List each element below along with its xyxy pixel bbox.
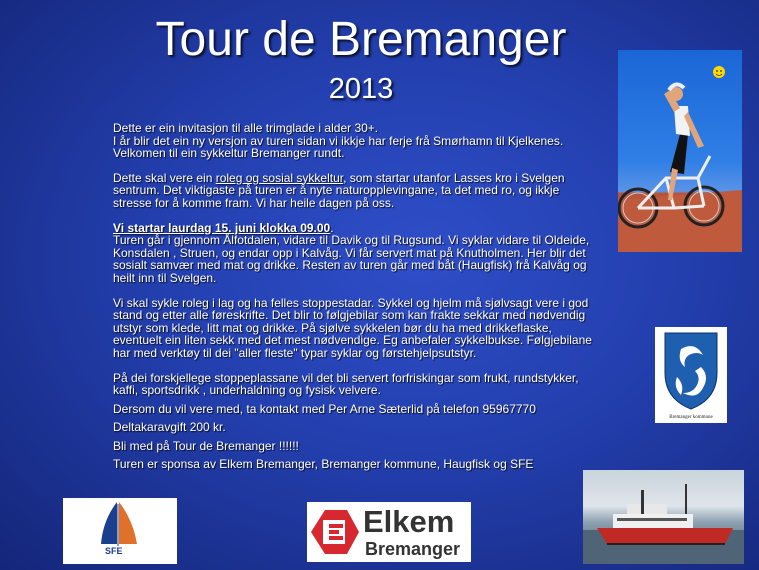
fee-line: Deltakaravgift 200 kr. [113,420,226,435]
route-line: heilt inn til Svelgen. [113,270,217,285]
intro-line: Velkomen til ein sykkeltur Bremanger rundt. [113,146,345,161]
ferry-illustration [583,470,744,564]
cyclist-photo [618,50,742,252]
route-line: Turen går i gjennom Ålfotdalen, vidare til Davik og til Rugsund. Vi syklar vidare til Oldeide, [113,233,590,248]
info-line: eventuelt ein liten sekk med det mest nødvendige. Eg anbefaler sykkelbukse. Følgjebilane [113,333,592,348]
sfe-logo [63,498,177,564]
elkem-subtitle: Bremanger [365,539,461,559]
start-date: Vi startar laurdag 15. juni klokka 09.00 [113,220,331,235]
route-line: sosialt samvær med mat og drikke. Resten av turen går med båt (Haugfisk) frå Kalvåg og [113,258,587,273]
stops-line: På dei forskjellege stoppeplassane vil det bli servert forfriskingar som frukt, rundstykker, [113,370,579,385]
description-text: , som startar utanfor Lasses kro i Svelgen [343,170,565,185]
ferry-photo [583,470,744,564]
start-heading-end: . [330,220,334,235]
description-text: Dette skal vere ein [113,170,216,185]
sun-icon [713,66,725,78]
sponsors-line: Turen er sponsa av Elkem Bremanger, Bremanger kommune, Haugfisk og SFE [113,457,534,472]
description-line: stresse for å komme fram. Vi har heile dagen på oss. [113,195,395,210]
invitation-text [113,122,633,471]
contact-line: Dersom du vil vere med, ta kontakt med Per Arne Sæterlid på telefon 95967770 [113,401,536,416]
page-subtitle-year: 2013 [328,73,394,105]
info-line: har med verktøy til dei "aller fleste" typar syklar og førstehjelpsutstyr. [113,345,477,360]
sfe-label: SFE [105,546,123,556]
elkem-emblem-icon [307,502,361,562]
intro-line: I år blir det ein ny versjon av turen sidan vi ikkje har ferje frå Smørhamn til Kjelkenes. [113,133,564,148]
description-line: sentrum. Det viktigaste på turen er å nyte naturopplevingane, ta det med ro, og ikkje [113,183,560,198]
page-title: Tour de Bremanger [155,13,567,66]
info-line: utstyr som klede, litt mat og drikke. På sjølve sykkelen bør du ha med drikkeflaske, [113,320,552,335]
coat-of-arms-image [655,327,727,423]
bremanger-shield-icon [655,327,727,413]
cta-line: Bli med på Tour de Bremanger !!!!!! [113,438,299,453]
route-line: Konsdalen , Struen, og endar opp i Kalvåg. Vi får servert mat på Knutholmen. Her blir det [113,245,586,260]
info-line: stand og etter alle føreskrifte. Det blir to følgjebilar som kan frakte sekkar med nødvendig [113,308,586,323]
info-line: Vi skal sykle roleg i lag og ha felles stoppestadar. Sykkel og hjelm må sjølvsagt vere i god [113,295,589,310]
coat-caption: Bremanger kommune [669,415,713,420]
cyclist-illustration [618,50,742,252]
elkem-logo [307,502,471,562]
intro-line: Dette er ein invitasjon til alle trimglade i alder 30+. [113,121,379,135]
stops-line: kaffi, sportsdrikk , underhaldning og fysisk velvere. [113,383,381,398]
elkem-name: Elkem [363,504,455,539]
calm-ride-emphasis: roleg og sosial sykkeltur [215,170,344,185]
